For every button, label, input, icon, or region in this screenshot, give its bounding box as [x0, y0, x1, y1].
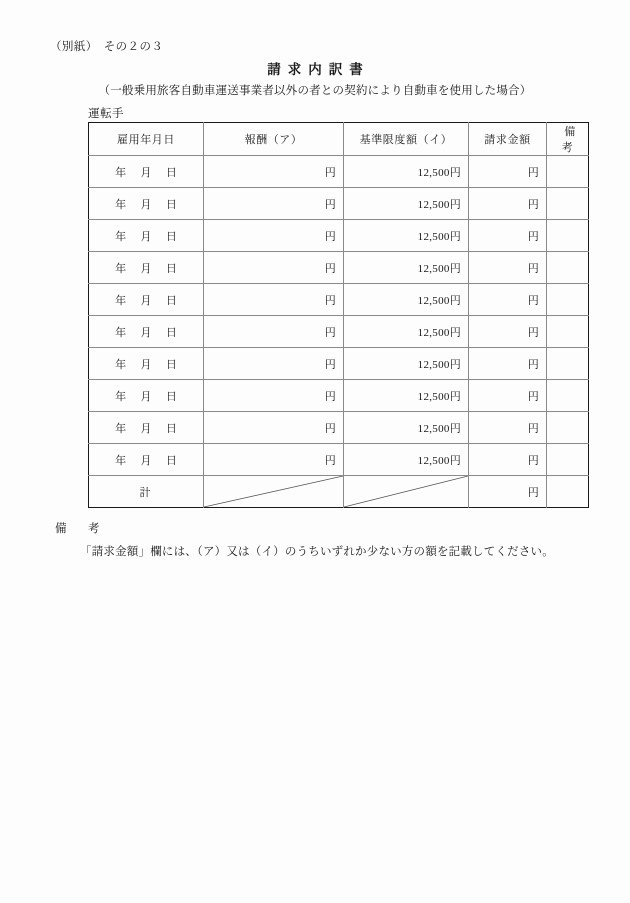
cell-standard-limit: 12,500円: [344, 380, 469, 412]
column-header-claim-amount: 請求金額: [469, 123, 547, 156]
cell-claim-amount[interactable]: 円: [469, 284, 547, 316]
table-row: [89, 348, 589, 380]
total-label: 計: [89, 476, 204, 508]
claim-breakdown-table: [88, 122, 589, 508]
column-header-employment-date: 雇用年月日: [89, 123, 204, 156]
cell-claim-amount[interactable]: 円: [469, 444, 547, 476]
cell-standard-limit: 12,500円: [344, 348, 469, 380]
date-year-label: 年: [115, 422, 127, 435]
date-month-label: 月: [140, 166, 152, 179]
cell-claim-amount[interactable]: 円: [469, 380, 547, 412]
cell-reward[interactable]: 円: [204, 444, 344, 476]
cell-standard-limit: 12,500円: [344, 220, 469, 252]
date-day-label: 日: [165, 326, 177, 339]
date-year-label: 年: [115, 230, 127, 243]
date-day-label: 日: [165, 454, 177, 467]
total-cell-remarks[interactable]: [547, 476, 589, 508]
cell-reward[interactable]: 円: [204, 156, 344, 188]
date-month-label: 月: [140, 230, 152, 243]
cell-employment-date[interactable]: [89, 188, 204, 220]
date-day-label: 日: [165, 294, 177, 307]
cell-reward[interactable]: 円: [204, 220, 344, 252]
cell-remarks[interactable]: [547, 348, 589, 380]
cell-claim-amount[interactable]: 円: [469, 188, 547, 220]
date-month-label: 月: [140, 390, 152, 403]
cell-claim-amount[interactable]: 円: [469, 252, 547, 284]
cell-employment-date[interactable]: [89, 316, 204, 348]
cell-standard-limit: 12,500円: [344, 156, 469, 188]
cell-remarks[interactable]: [547, 380, 589, 412]
table-row: [89, 188, 589, 220]
table-row: [89, 444, 589, 476]
date-month-label: 月: [140, 422, 152, 435]
cell-claim-amount[interactable]: 円: [469, 316, 547, 348]
date-year-label: 年: [115, 454, 127, 467]
cell-employment-date[interactable]: [89, 412, 204, 444]
date-year-label: 年: [115, 326, 127, 339]
date-month-label: 月: [140, 454, 152, 467]
cell-claim-amount[interactable]: 円: [469, 220, 547, 252]
date-day-label: 日: [165, 230, 177, 243]
cell-reward[interactable]: 円: [204, 284, 344, 316]
cell-reward[interactable]: 円: [204, 252, 344, 284]
table-header-row: [89, 123, 589, 156]
total-cell-claim-amount[interactable]: 円: [469, 476, 547, 508]
cell-reward[interactable]: 円: [204, 412, 344, 444]
column-header-reward: 報酬（ア）: [204, 123, 344, 156]
column-header-remarks: 備 考: [547, 123, 589, 156]
date-day-label: 日: [165, 262, 177, 275]
total-cell-reward: [204, 476, 344, 508]
cell-standard-limit: 12,500円: [344, 412, 469, 444]
date-year-label: 年: [115, 262, 127, 275]
table-row: [89, 252, 589, 284]
cell-employment-date[interactable]: [89, 156, 204, 188]
document-subtitle: （一般乗用旅客自動車運送事業者以外の者との契約により自動車を使用した場合）: [98, 85, 532, 97]
date-year-label: 年: [115, 358, 127, 371]
cell-reward[interactable]: 円: [204, 348, 344, 380]
cell-remarks[interactable]: [547, 284, 589, 316]
cell-claim-amount[interactable]: 円: [469, 412, 547, 444]
cell-employment-date[interactable]: [89, 284, 204, 316]
date-month-label: 月: [140, 262, 152, 275]
cell-employment-date[interactable]: [89, 444, 204, 476]
date-month-label: 月: [140, 358, 152, 371]
date-day-label: 日: [165, 198, 177, 211]
date-month-label: 月: [140, 198, 152, 211]
cell-remarks[interactable]: [547, 412, 589, 444]
date-month-label: 月: [140, 326, 152, 339]
table-row: [89, 412, 589, 444]
cell-standard-limit: 12,500円: [344, 284, 469, 316]
column-header-standard-limit: 基準限度額（イ）: [344, 123, 469, 156]
cell-remarks[interactable]: [547, 156, 589, 188]
cell-standard-limit: 12,500円: [344, 444, 469, 476]
cell-employment-date[interactable]: [89, 348, 204, 380]
date-year-label: 年: [115, 294, 127, 307]
date-year-label: 年: [115, 390, 127, 403]
table-caption-driver: 運転手: [88, 108, 124, 120]
cell-reward[interactable]: 円: [204, 316, 344, 348]
cell-remarks[interactable]: [547, 444, 589, 476]
table-row: [89, 156, 589, 188]
cell-standard-limit: 12,500円: [344, 188, 469, 220]
cell-reward[interactable]: 円: [204, 380, 344, 412]
cell-employment-date[interactable]: [89, 220, 204, 252]
cell-remarks[interactable]: [547, 220, 589, 252]
table-row: [89, 380, 589, 412]
date-day-label: 日: [165, 422, 177, 435]
date-year-label: 年: [115, 166, 127, 179]
cell-employment-date[interactable]: [89, 380, 204, 412]
date-day-label: 日: [165, 166, 177, 179]
table-body: [89, 156, 589, 508]
cell-remarks[interactable]: [547, 316, 589, 348]
table-row: [89, 316, 589, 348]
cell-remarks[interactable]: [547, 188, 589, 220]
cell-claim-amount[interactable]: 円: [469, 348, 547, 380]
cell-reward[interactable]: 円: [204, 188, 344, 220]
date-year-label: 年: [115, 198, 127, 211]
total-cell-standard-limit: [344, 476, 469, 508]
cell-standard-limit: 12,500円: [344, 316, 469, 348]
cell-remarks[interactable]: [547, 252, 589, 284]
table-row: [89, 220, 589, 252]
footer-notes-body: 「請求金額」欄には、（ア）又は（イ）のうちいずれか少ない方の額を記載してください。: [80, 546, 554, 558]
table-total-row: [89, 476, 589, 508]
date-day-label: 日: [165, 358, 177, 371]
date-day-label: 日: [165, 390, 177, 403]
table-row: [89, 284, 589, 316]
table-header: [89, 123, 589, 156]
page-title: 請求内訳書: [267, 62, 370, 77]
cell-claim-amount[interactable]: 円: [469, 156, 547, 188]
cell-standard-limit: 12,500円: [344, 252, 469, 284]
cell-employment-date[interactable]: [89, 252, 204, 284]
date-month-label: 月: [140, 294, 152, 307]
document-reference: （別紙） その２の３: [50, 41, 164, 53]
footer-notes-heading: 備 考: [55, 523, 105, 535]
